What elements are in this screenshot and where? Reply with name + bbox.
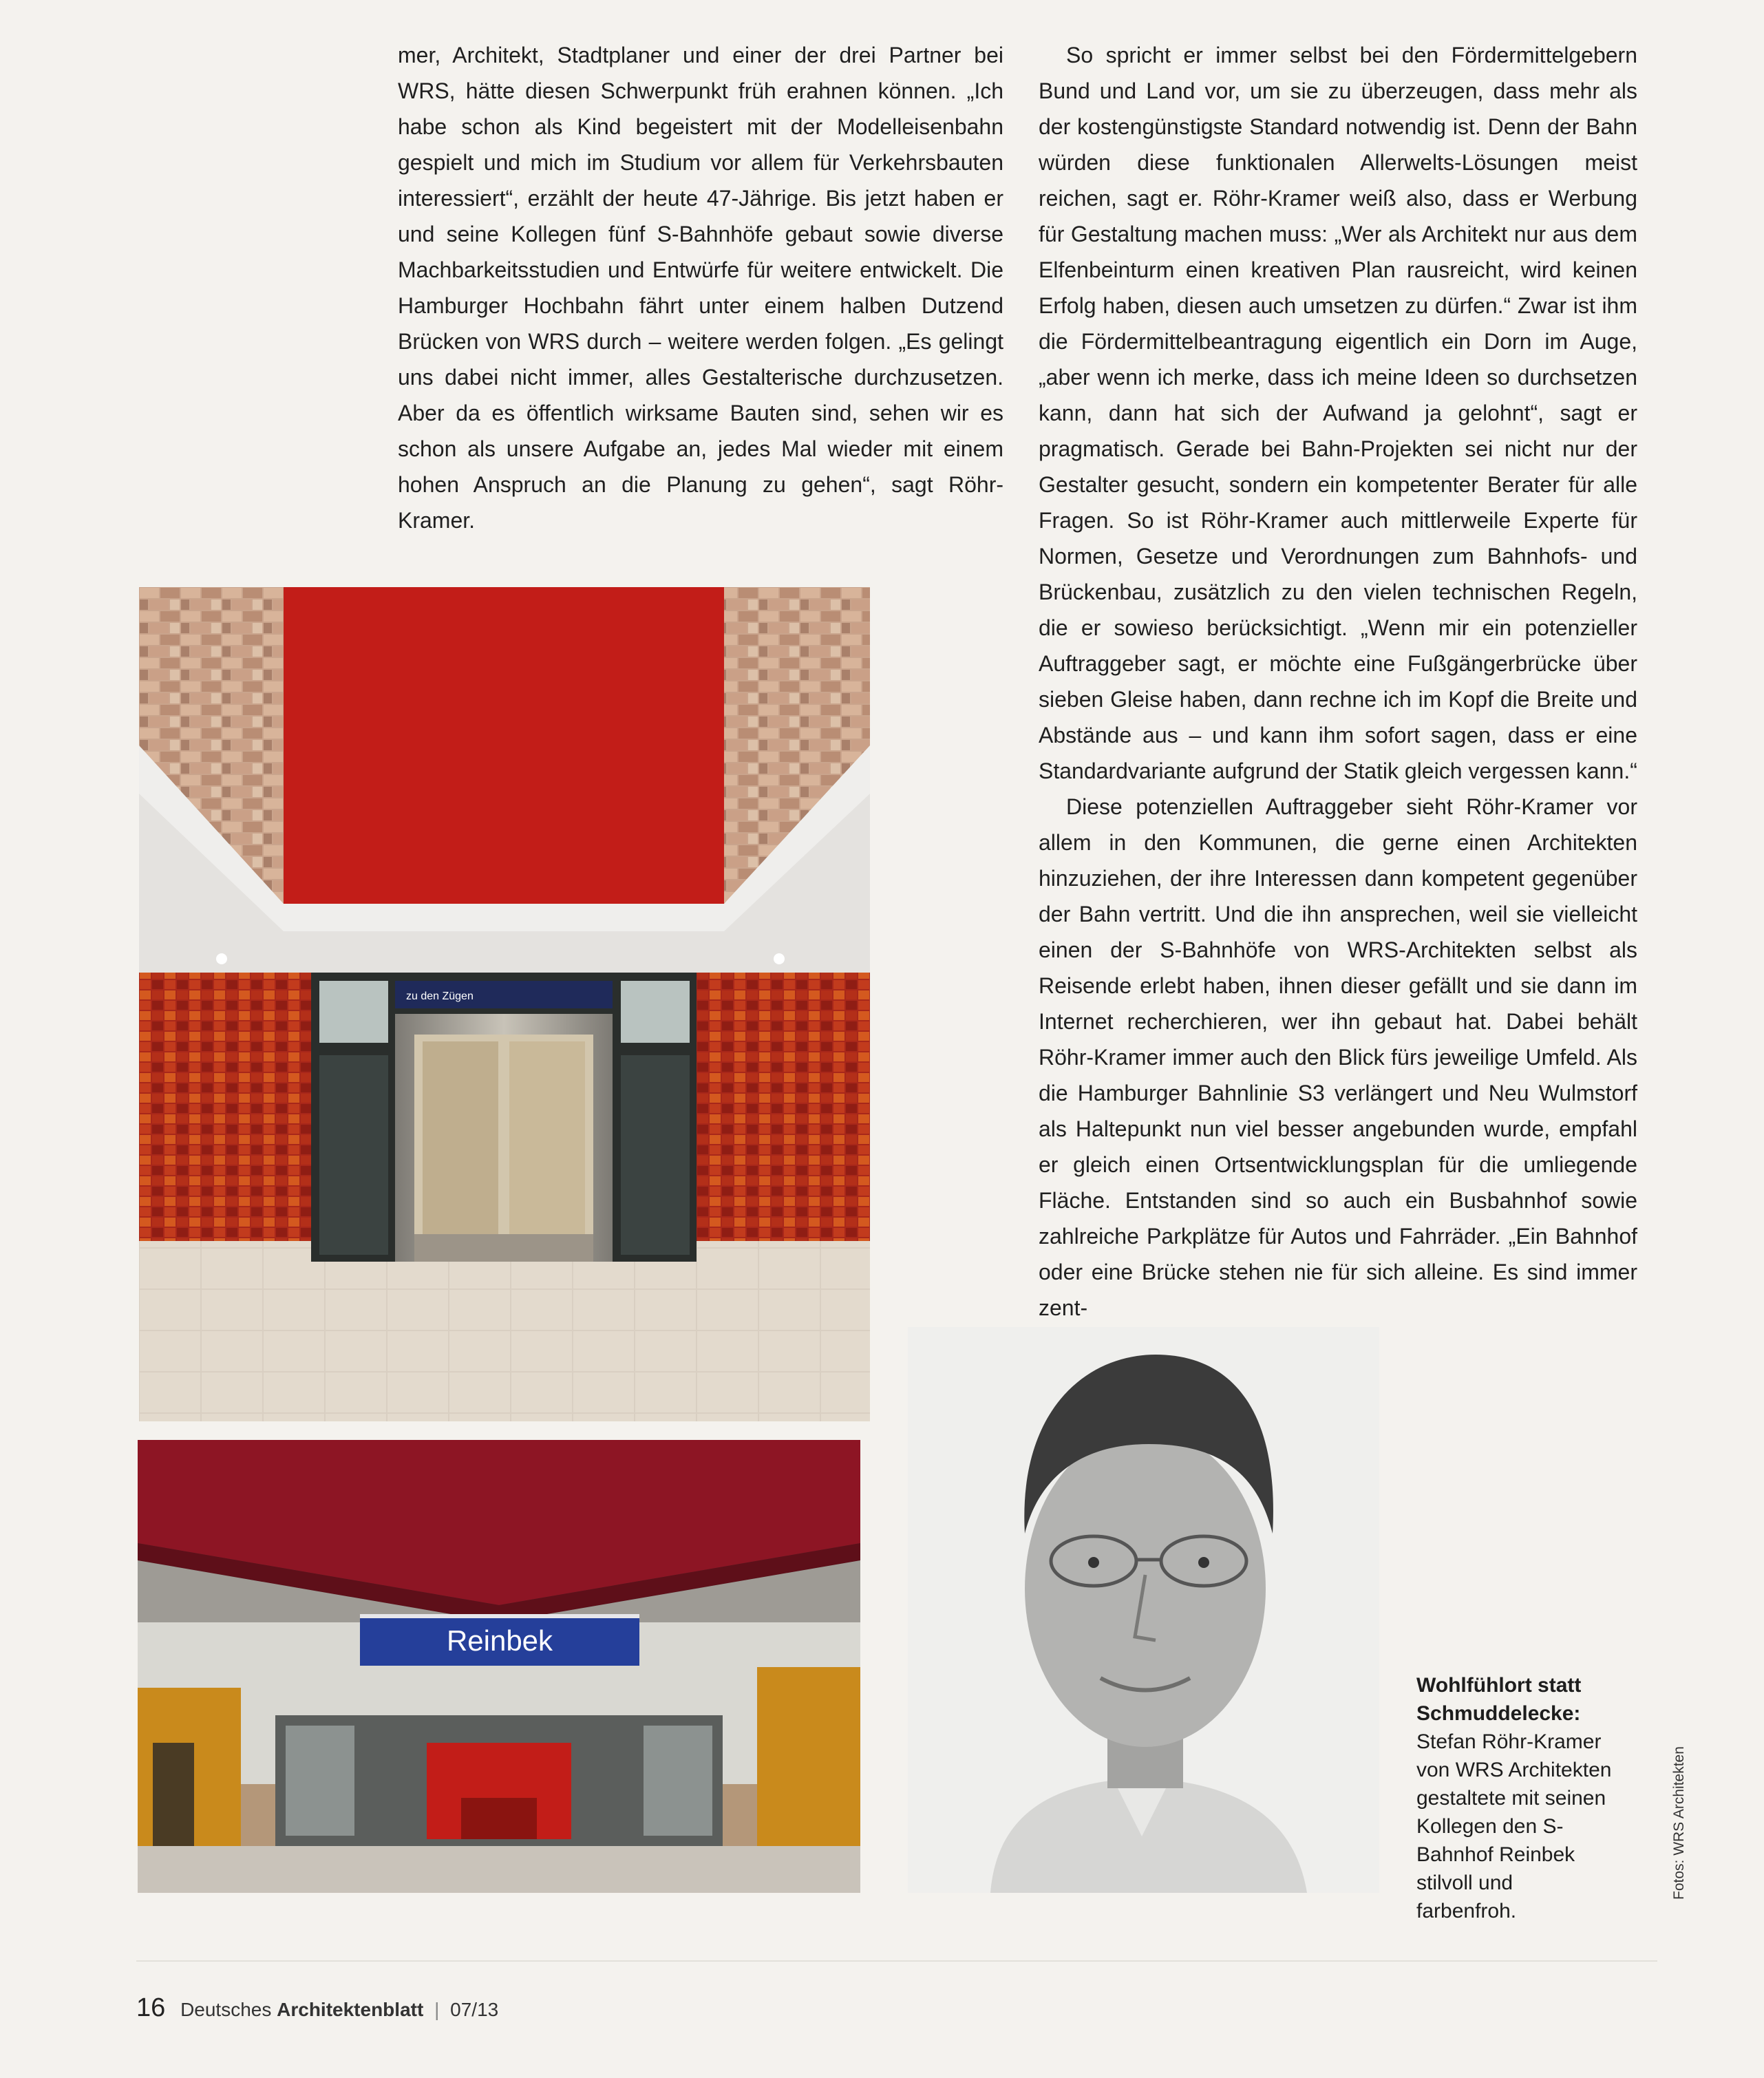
- photo-caption: [1416, 1671, 1616, 1925]
- portrait-photo: [908, 1327, 1379, 1893]
- article-paragraph: So spricht er immer selbst bei den Fördermittelgebern Bund und Land vor, um sie zu überzeugen, dass mehr als der kostengünstigste Standard notwendig ist. Denn der Bahn würden diese funktionalen Allerwelts-Lösungen meist reichen, sagt er. Röhr-Kramer weiß also, dass er Werbung für Gestaltung machen muss: „Wer als Architekt nur aus dem Elfenbeinturm einen kreativen Plan rausreicht, wird keinen Erfolg haben, diesen auch umsetzen zu dürfen.“ Zwar ist ihm die Fördermittelbeantragung eigentlich ein Dorn im Auge, „aber wenn ich merke, dass ich meine Ideen so durchsetzen kann, dann hat sich der Aufwand ja gelohnt“, sagt er pragmatisch. Gerade bei Bahn-Projekten sei nicht nur der Gestalter gesucht, sondern ein kompetenter Berater für alle Fragen. So ist Röhr-Kramer auch mittlerweile Experte für Normen, Gesetze und Verordnungen zum Bahnhofs- und Brückenbau, zusätzlich zu den vielen technischen Regeln, die er sowieso berücksichtigt. „Wenn mir ein potenzieller Auftraggeber sagt, er möchte eine Fußgängerbrücke über sieben Gleise haben, dann rechne ich im Kopf die Breite und Abstände aus – und kann ihm sofort sagen, dass er eine Standardvariante aufgrund der Statik gleich vergessen kann.“: [1039, 43, 1637, 783]
- elevator-illustration: [139, 587, 870, 1421]
- article-paragraph: Diese potenziellen Auftraggeber sieht Röhr-Kramer vor allem in den Kommunen, die gerne einen Architekten hinzuziehen, der ihre Interessen dann kompetent gegenüber der Bahn vertritt. Und die ihn ansprechen, weil sie vielleicht einen der S-Bahnhöfe von WRS-Architekten selbst als Reisende erlebt haben, ihnen dieser gefällt und sie dann im Internet recherchieren, wer ihn gebaut hat. Dabei behält Röhr-Kramer immer auch den Blick fürs jeweilige Umfeld. Als die Hamburger Bahnlinie S3 verlängert und Neu Wulmstorf als Haltepunkt nun viel besser angebunden wurde, empfahl er gleich einen Ortsentwicklungsplan für die umliegende Fläche. Entstanden sind so auch ein Busbahnhof sowie zahlreiche Parkplätze für Autos und Fahrräder. „Ein Bahnhof oder eine Brücke stehen nie für sich alleine. Es sind immer zent-: [1039, 794, 1637, 1320]
- portrait-illustration: [908, 1327, 1379, 1893]
- publication-name: Architektenblatt: [277, 1999, 424, 2020]
- station-illustration: [138, 1440, 860, 1893]
- page-footer: [136, 1993, 498, 2023]
- footer-separator: |: [434, 1999, 440, 2020]
- photo-credit: Fotos: WRS Architekten: [1671, 1746, 1687, 1900]
- elevator-photo: [139, 587, 870, 1421]
- page-number: 16: [136, 1993, 166, 2022]
- publication-prefix: Deutsches: [180, 1999, 272, 2020]
- right-text-column: [1039, 37, 1637, 1326]
- footer-divider: [136, 1960, 1657, 1962]
- elevator-sign-text: zu den Zügen: [406, 990, 474, 1002]
- station-sign-text: Reinbek: [446, 1624, 553, 1657]
- caption-title: Wohlfühlort statt Schmuddelecke:: [1416, 1674, 1582, 1725]
- article-paragraph: mer, Architekt, Stadtplaner und einer der drei Partner bei WRS, hätte diesen Schwerpunkt früh erahnen können. „Ich habe schon als Kind begeistert mit der Modelleisenbahn gespielt und mich im Studium vor allem für Verkehrsbauten interessiert“, erzählt der heute 47-Jährige. Bis jetzt haben er und seine Kollegen fünf S-Bahnhöfe gebaut sowie diverse Machbarkeitsstudien und Entwürfe für weitere entwickelt. Die Hamburger Hochbahn fährt unter einem halben Dutzend Brücken von WRS durch – weitere werden folgen. „Es gelingt uns dabei nicht immer, alles Gestalterische durchzusetzen. Aber da es öffentlich wirksame Bauten sind, sehen wir es schon als unsere Aufgabe an, jedes Mal wieder mit einem hohen Anspruch an die Planung zu gehen“, sagt Röhr-Kramer.: [398, 43, 1003, 533]
- station-photo: [138, 1440, 860, 1893]
- caption-body: Stefan Röhr-Kramer von WRS Architekten gestaltete mit seinen Kollegen den S-Bahnhof Reinbek stilvoll und farbenfroh.: [1416, 1730, 1612, 1922]
- issue-number: 07/13: [450, 1999, 499, 2020]
- left-text-column: [398, 37, 1003, 538]
